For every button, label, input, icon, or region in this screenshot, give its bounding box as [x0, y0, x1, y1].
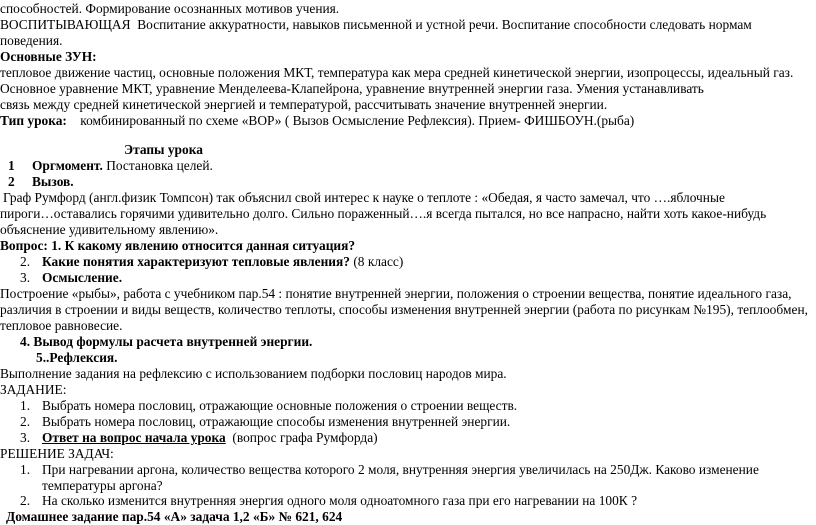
task-text: (вопрос графа Румфорда) — [232, 430, 378, 445]
item-number: 2. — [20, 414, 31, 429]
stage-heading: 5..Рефлексия. — [36, 350, 118, 365]
lesson-type-heading: Тип урока: — [0, 113, 67, 128]
quote-line: Граф Румфорд (англ.физик Томпсон) так объяснил свой интерес к науке о теплоте : «Обедая, я часто замечал, что ….яблочные — [3, 190, 725, 205]
lesson-type-line — [0, 113, 634, 129]
stage-text: Постановка целей. — [106, 158, 213, 173]
zun-heading: Основные ЗУН: — [0, 49, 97, 64]
stage-heading: Вызов. — [32, 174, 74, 189]
stage-heading: Осмысление. — [42, 270, 123, 285]
task-text: Выбрать номера пословиц, отражающие основные положения о строении веществ. — [42, 398, 518, 413]
problems-heading: РЕШЕНИЕ ЗАДАЧ: — [0, 446, 114, 461]
question-item — [20, 254, 403, 270]
quote-line: пироги…оставались горячими удивительно долго. Сильно пораженный….я всегда пытался, но все напрасно, найти хоть какое-нибудь — [0, 206, 767, 221]
task-heading-underlined: Ответ на вопрос начала урока — [42, 430, 226, 445]
stage-item — [8, 174, 74, 190]
task-item — [20, 398, 517, 414]
problem-item — [20, 462, 759, 478]
item-number: 2. — [20, 493, 31, 508]
fishbone-line: Построение «рыбы», работа с учебником пар.54 : понятие внутренней энергии, положения о строении вещества, понятие идеального газа, — [0, 286, 792, 301]
task-text: Выбрать номера пословиц, отражающие способы изменения внутренней энергии. — [42, 414, 511, 429]
stage-item — [8, 158, 213, 174]
zun-line: Основное уравнение МКТ, уравнение Менделеева-Клапейрона, уравнение внутренней энергии газа. Умения устанавливать — [0, 81, 704, 96]
item-number: 1. — [20, 398, 31, 413]
educational-goal-line — [0, 17, 752, 33]
item-number: 1. — [20, 462, 31, 477]
text-line: способностей. Формирование осознанных мотивов учения. — [0, 1, 340, 16]
reflection-line: Выполнение задания на рефлексию с использованием подборки пословиц народов мира. — [0, 366, 507, 381]
problem-text: температуры аргона? — [42, 478, 163, 493]
stage-number: 2 — [8, 174, 15, 189]
quote-line: объяснение удивительному явлению». — [0, 222, 219, 237]
stage-item — [20, 270, 122, 286]
stage-number: 1 — [8, 158, 15, 173]
problem-text: На сколько изменится внутренняя энергия одного моля одноатомного газа при его нагревании на 100К ? — [42, 493, 638, 508]
fishbone-line: различия в строении и виды веществ, количество теплоты, способы изменения внутренней энергии (работа по рисункам №195), теплообмен, — [0, 302, 808, 317]
question-note: (8 класс) — [353, 254, 404, 269]
text-line: поведения. — [0, 33, 63, 48]
goal-heading: ВОСПИТЫВАЮЩАЯ — [0, 17, 131, 32]
item-number: 2. — [20, 254, 31, 269]
goal-text: Воспитание аккуратности, навыков письменной и устной речи. Воспитание способности следовать нормам — [137, 17, 752, 32]
stages-title: Этапы урока — [124, 142, 203, 157]
homework-line: Домашнее задание пар.54 «А» задача 1,2 «Б» № 621, 624 — [6, 509, 343, 524]
stage-heading: 4. Вывод формулы расчета внутренней энергии. — [20, 334, 313, 349]
question-line: Вопрос: 1. К какому явлению относится данная ситуация? — [0, 238, 356, 253]
item-number: 3. — [20, 270, 31, 285]
lesson-type-text: комбинированный по схеме «ВОР» ( Вызов Осмысление Рефлексия). Прием- ФИШБОУН.(рыба) — [80, 113, 635, 128]
fishbone-line: тепловое равновесие. — [0, 318, 123, 333]
task-heading: ЗАДАНИЕ: — [0, 382, 67, 397]
task-item — [20, 414, 510, 430]
item-number: 3. — [20, 430, 31, 445]
problem-item — [20, 493, 637, 509]
zun-line: тепловое движение частиц, основные положения МКТ, температура как мера средней кинетической энергии, изопроцессы, идеальный газ. — [0, 65, 794, 80]
zun-line: связь между средней кинетической энергией и температурой, рассчитывать значение внутренней энергии. — [0, 97, 608, 112]
stage-heading: Оргмомент. — [32, 158, 103, 173]
question-heading: Какие понятия характеризуют тепловые явления? — [42, 254, 350, 269]
problem-text: При нагревании аргона, количество вещества которого 2 моля, внутренняя энергия увеличилась на 250Дж. Каково изменение — [42, 462, 759, 477]
task-item — [20, 430, 378, 446]
